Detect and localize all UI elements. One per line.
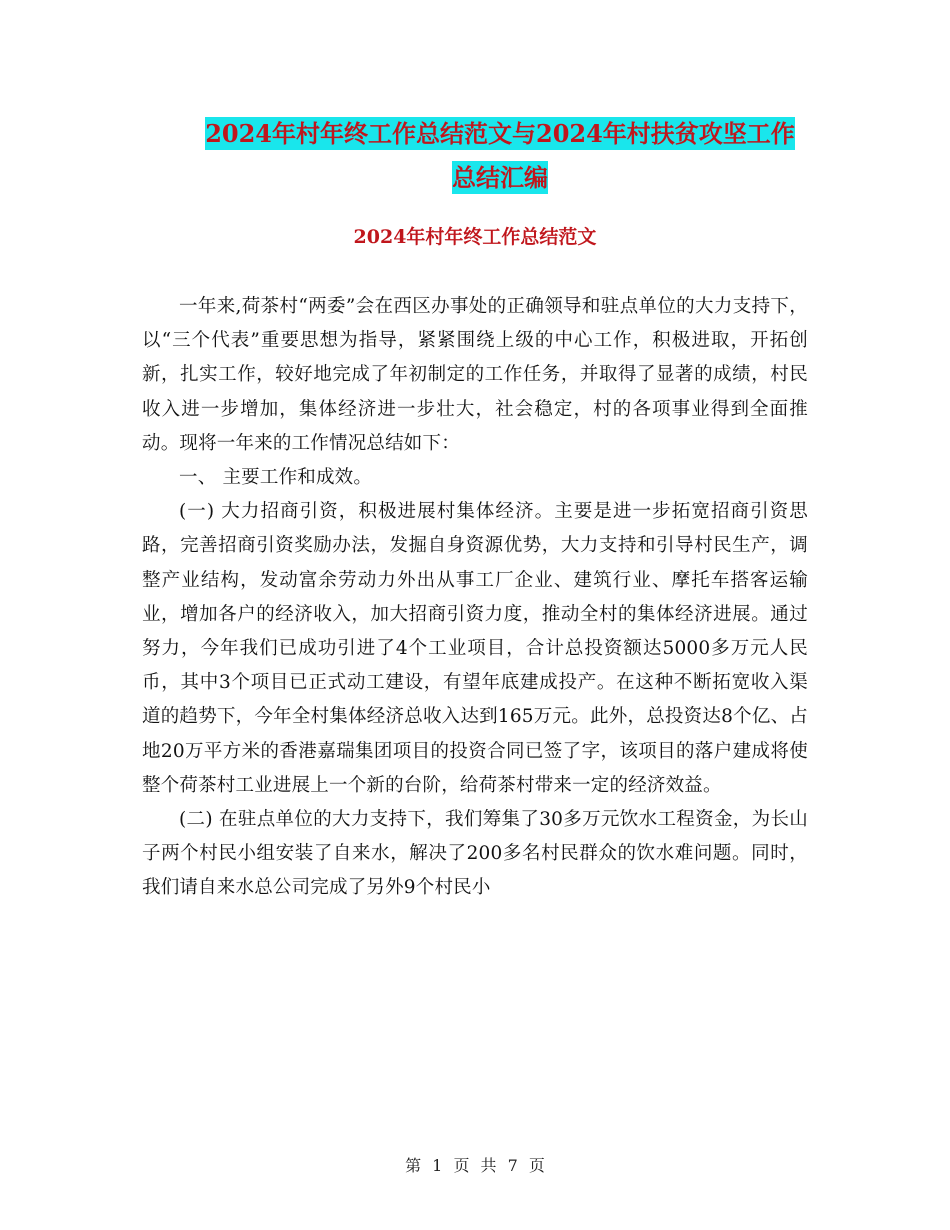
document-title xyxy=(150,112,850,200)
page-footer: 第 1 页 共 7 页 xyxy=(405,1156,545,1175)
title-highlight-2: 总结汇编 xyxy=(452,163,548,192)
section-title: 2024年村年终工作总结范文 xyxy=(353,226,597,248)
document-title-line-2 xyxy=(150,156,850,200)
paragraph-water-project: (二) 在驻点单位的大力支持下，我们筹集了30多万元饮水工程资金，为长山子两个村民小组安装了自来水，解决了200多名村民群众的饮水难问题。同时，我们请自来水总公司完成了另外9个村民小 xyxy=(142,809,808,899)
title-highlight-1: 2024年村年终工作总结范文与2024年村扶贫攻坚工作 xyxy=(205,119,795,148)
document-body xyxy=(142,290,808,906)
document-title-line-1 xyxy=(150,112,850,156)
paragraph-intro: 一年来,荷茶村“两委”会在西区办事处的正确领导和驻点单位的大力支持下，以“三个代表”重要思想为指导，紧紧围绕上级的中心工作，积极进取，开拓创新，扎实工作，较好地完成了年初制定的工作任务，并取得了显著的成绩，村民收入进一步增加，集体经济进一步壮大，社会稳定，村的各项事业得到全面推动。现将一年来的工作情况总结如下： xyxy=(142,296,808,454)
paragraph-heading-main-work: 一、 主要工作和成效。 xyxy=(179,467,373,489)
paragraph-investment: (一) 大力招商引资，积极进展村集体经济。主要是进一步拓宽招商引资思路，完善招商引资奖励办法，发掘自身资源优势，大力支持和引导村民生产，调整产业结构，发动富余劳动力外出从事工厂企业、建筑行业、摩托车搭客运输业，增加各户的经济收入，加大招商引资力度，推动全村的集体经济进展。通过努力，今年我们已成功引进了4个工业项目，合计总投资额达5000多万元人民币，其中3个项目已正式动工建设，有望年底建成投产。在这种不断拓宽收入渠道的趋势下，今年全村集体经济总收入达到165万元。此外，总投资达8个亿、占地20万平方米的香港嘉瑞集团项目的投资合同已签了字，该项目的落户建成将使整个荷茶村工业进展上一个新的台阶，给荷茶村带来一定的经济效益。 xyxy=(142,501,808,796)
